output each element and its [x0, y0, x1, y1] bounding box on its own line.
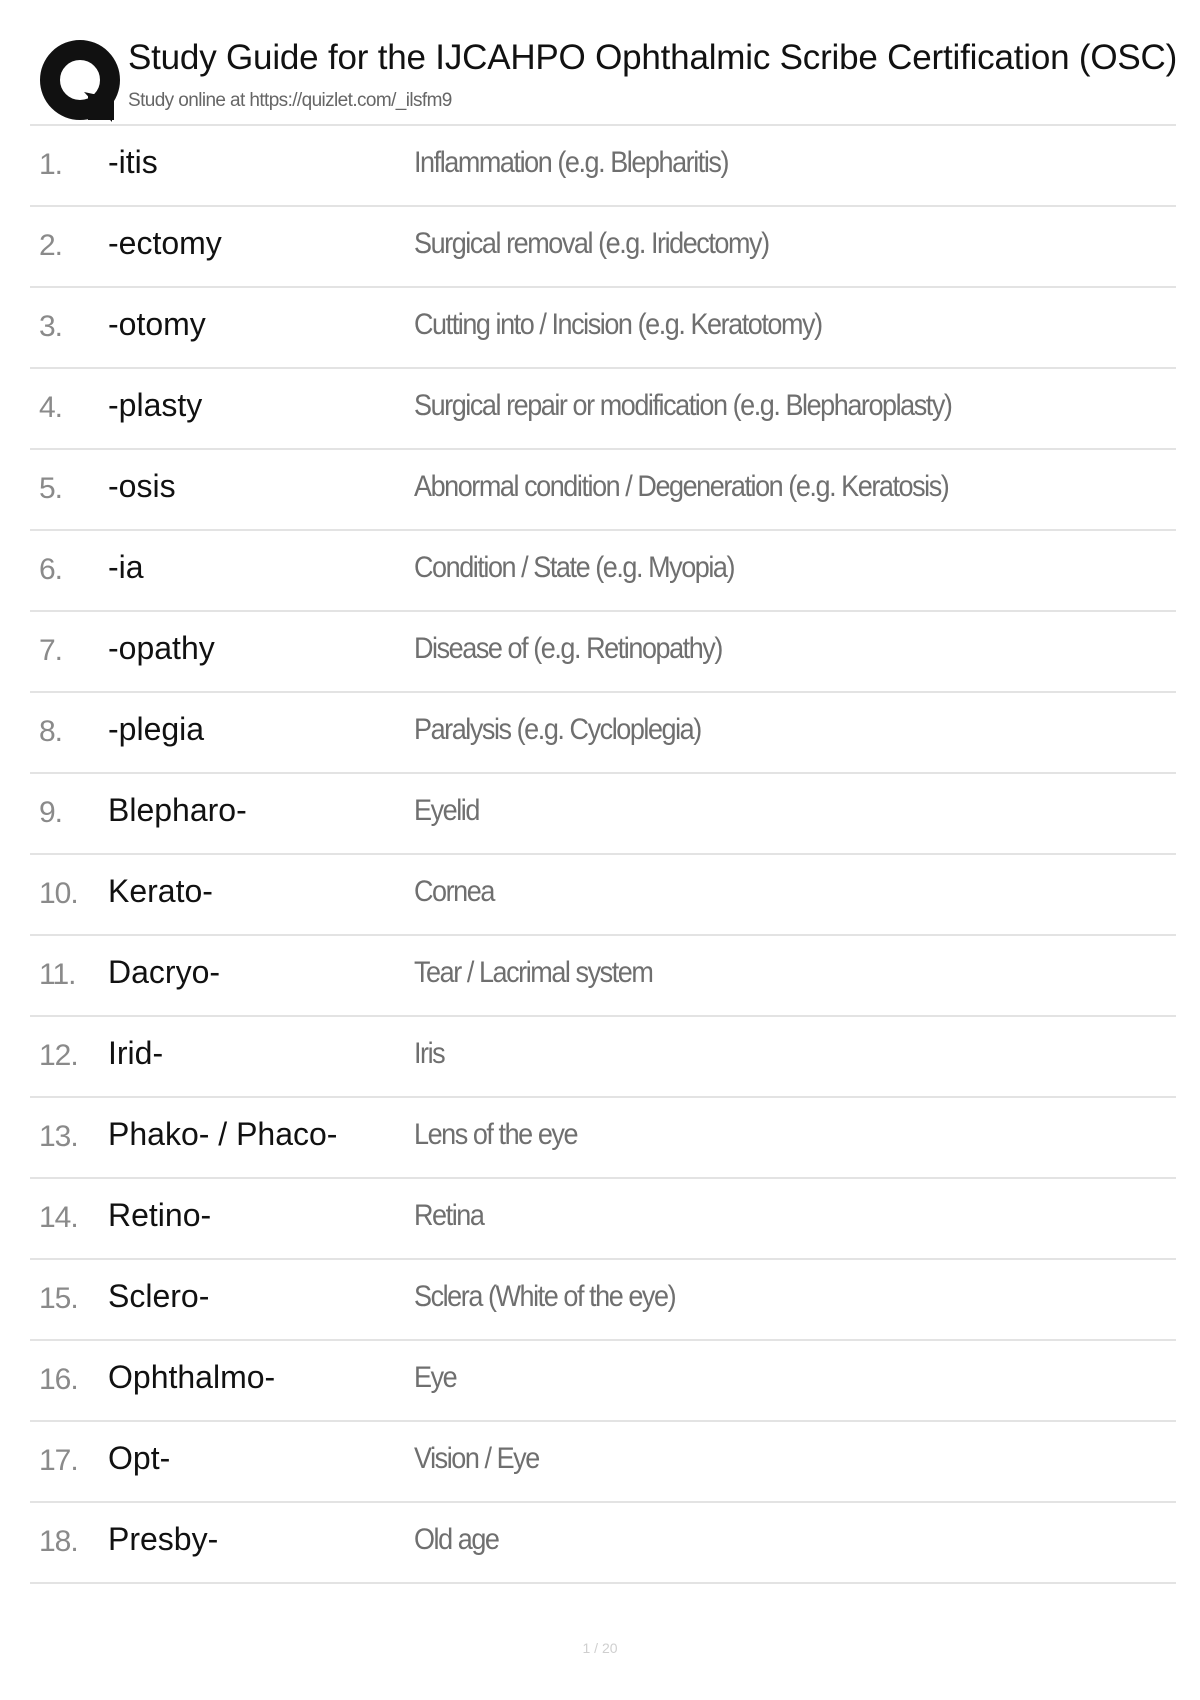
table-row — [30, 1422, 1176, 1503]
definition-text: Surgical repair or modification (e.g. Blepharoplasty) — [414, 389, 952, 422]
definition-text: Eye — [414, 1361, 457, 1394]
term-text: Ophthalmo- — [108, 1359, 276, 1395]
table-row — [30, 774, 1176, 855]
term-text: Phako- / Phaco- — [108, 1116, 338, 1152]
term-text: -osis — [108, 468, 176, 504]
row-number: 1. — [39, 148, 63, 181]
table-row — [30, 612, 1176, 693]
definition-text: Abnormal condition / Degeneration (e.g. Keratosis) — [414, 470, 949, 503]
row-number: 16. — [39, 1363, 78, 1396]
definition-text: Old age — [414, 1523, 499, 1556]
row-number: 15. — [39, 1282, 78, 1315]
definition-text: Surgical removal (e.g. Iridectomy) — [414, 227, 769, 260]
definition-text: Sclera (White of the eye) — [414, 1280, 676, 1313]
definition-text: Disease of (e.g. Retinopathy) — [414, 632, 722, 665]
term-text: Retino- — [108, 1197, 212, 1233]
term-text: Irid- — [108, 1035, 164, 1071]
row-number: 2. — [39, 229, 63, 262]
page-number: 1 / 20 — [582, 1640, 618, 1656]
row-number: 10. — [39, 877, 78, 910]
table-row — [30, 1503, 1176, 1584]
page-title: Study Guide for the IJCAHPO Ophthalmic Scribe Certification (OSC) — [128, 38, 1178, 77]
table-row — [30, 1260, 1176, 1341]
term-text: -plegia — [108, 711, 205, 747]
term-text: -ia — [108, 549, 144, 585]
row-number: 14. — [39, 1201, 78, 1234]
terms-table — [30, 124, 1176, 1584]
table-row — [30, 369, 1176, 450]
term-text: Sclero- — [108, 1278, 210, 1314]
term-text: -opathy — [108, 630, 215, 666]
definition-text: Cornea — [414, 875, 494, 908]
row-number: 12. — [39, 1039, 78, 1072]
page-subtitle: Study online at https://quizlet.com/_ilsfm9 — [128, 90, 452, 111]
term-text: -otomy — [108, 306, 206, 342]
definition-text: Inflammation (e.g. Blepharitis) — [414, 146, 729, 179]
term-text: Dacryo- — [108, 954, 221, 990]
row-number: 4. — [39, 391, 63, 424]
table-row — [30, 207, 1176, 288]
term-text: Opt- — [108, 1440, 171, 1476]
term-text: Kerato- — [108, 873, 213, 909]
term-text: -itis — [108, 144, 158, 180]
table-row — [30, 1341, 1176, 1422]
row-number: 13. — [39, 1120, 78, 1153]
row-number: 3. — [39, 310, 63, 343]
row-number: 11. — [39, 958, 76, 991]
page-header — [30, 30, 1176, 122]
row-number: 18. — [39, 1525, 78, 1558]
definition-text: Lens of the eye — [414, 1118, 578, 1151]
table-row — [30, 288, 1176, 369]
table-row — [30, 936, 1176, 1017]
definition-text: Condition / State (e.g. Myopia) — [414, 551, 735, 584]
row-number: 7. — [39, 634, 63, 667]
table-row — [30, 126, 1176, 207]
term-text: Blepharo- — [108, 792, 247, 828]
row-number: 9. — [39, 796, 63, 829]
row-number: 5. — [39, 472, 63, 505]
table-row — [30, 450, 1176, 531]
table-row — [30, 1098, 1176, 1179]
definition-text: Retina — [414, 1199, 484, 1232]
row-number: 17. — [39, 1444, 78, 1477]
definition-text: Tear / Lacrimal system — [414, 956, 653, 989]
row-number: 8. — [39, 715, 63, 748]
table-row — [30, 1179, 1176, 1260]
table-row — [30, 855, 1176, 936]
term-text: Presby- — [108, 1521, 219, 1557]
definition-text: Paralysis (e.g. Cycloplegia) — [414, 713, 701, 746]
definition-text: Vision / Eye — [414, 1442, 539, 1475]
table-row — [30, 531, 1176, 612]
definition-text: Iris — [414, 1037, 445, 1070]
term-text: -plasty — [108, 387, 203, 423]
term-text: -ectomy — [108, 225, 222, 261]
table-row — [30, 693, 1176, 774]
definition-text: Cutting into / Incision (e.g. Keratotomy) — [414, 308, 822, 341]
row-number: 6. — [39, 553, 63, 586]
table-row — [30, 1017, 1176, 1098]
definition-text: Eyelid — [414, 794, 479, 827]
